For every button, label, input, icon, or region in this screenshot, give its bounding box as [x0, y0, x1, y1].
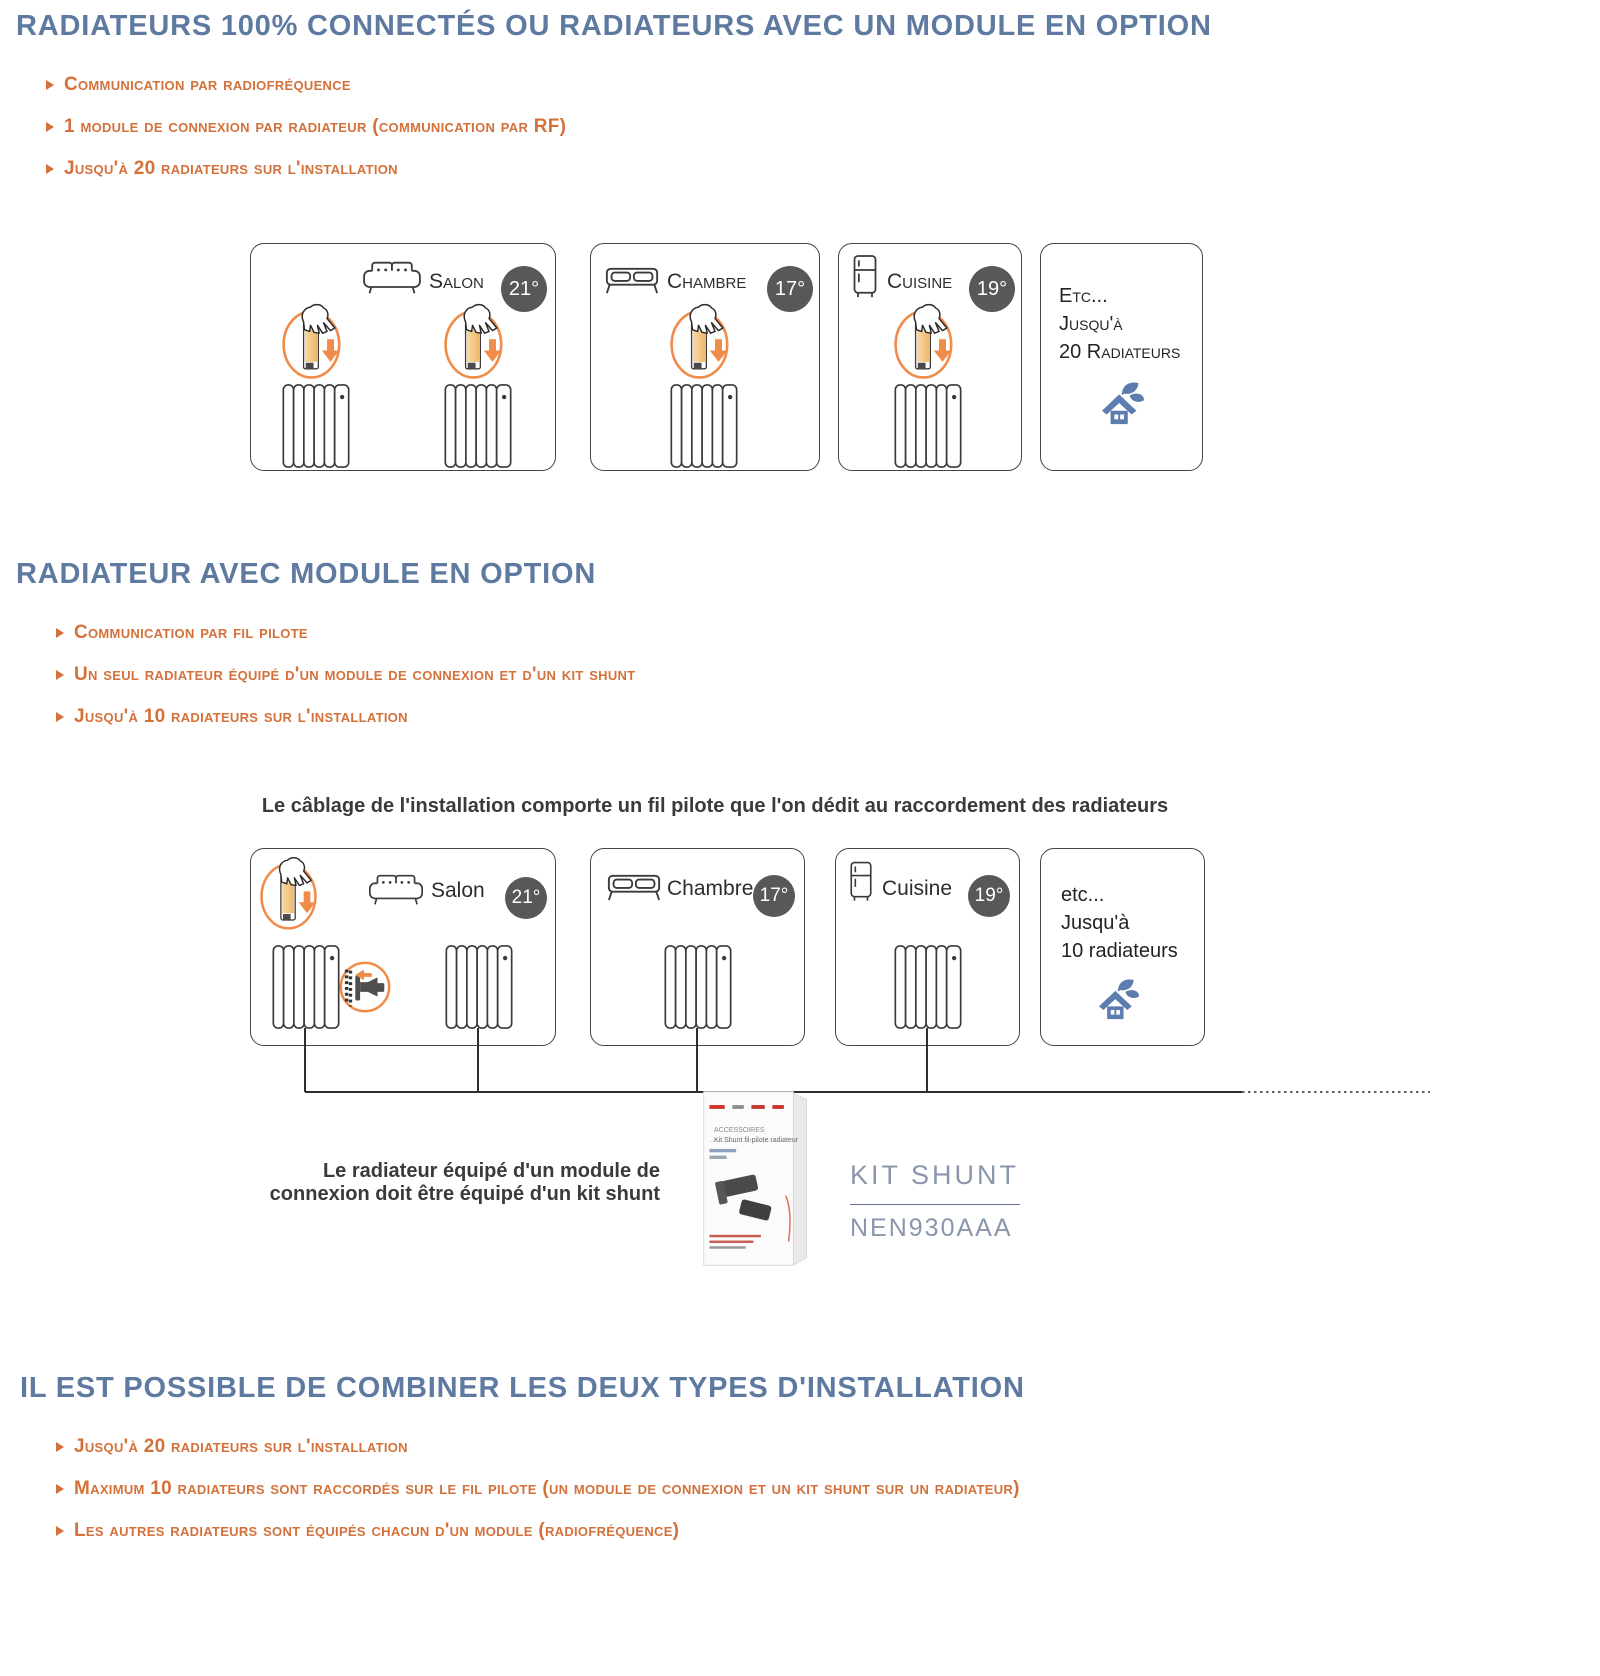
section-rf-bullets	[46, 74, 566, 200]
room-card-chambre-fp	[590, 848, 805, 1046]
etc-line: Etc...	[1059, 285, 1108, 307]
bullet-text: Les autres radiateurs sont équipés chacun d'un module (radiofréquence)	[74, 1519, 680, 1541]
bullet-item	[56, 1436, 1020, 1457]
bullet-item	[56, 706, 635, 727]
kit-shunt-caption: Le radiateur équipé d'un module de connexion doit être équipé d'un kit shunt	[269, 1160, 660, 1205]
etc-line: etc...	[1061, 884, 1105, 906]
temperature-badge: 17°	[753, 875, 795, 917]
bullet-triangle-icon	[56, 1484, 64, 1494]
room-label: Cuisine	[887, 270, 953, 293]
module-insert-icon	[281, 300, 347, 382]
fridge-icon	[848, 861, 874, 903]
module-insert-icon	[669, 300, 735, 382]
bullet-triangle-icon	[56, 628, 64, 638]
temperature-badge: 21°	[505, 877, 547, 919]
temperature-badge: 21°	[501, 266, 547, 312]
room-card-cuisine-rf	[838, 243, 1022, 471]
radiator-icon	[444, 945, 514, 1029]
bullet-text: Un seul radiateur équipé d'un module de connexion et d'un kit shunt	[74, 663, 636, 685]
radiator-icon	[663, 945, 733, 1029]
etc-line: Jusqu'à	[1061, 912, 1130, 934]
box-brand-line: ACCESSOIRES	[714, 1127, 765, 1134]
section-combo-title: IL EST POSSIBLE DE COMBINER LES DEUX TYPES D'INSTALLATION	[20, 1372, 1025, 1404]
kit-shunt-icon	[335, 959, 393, 1015]
module-insert-icon	[893, 300, 959, 382]
radiator-icon	[441, 384, 515, 468]
etc-line: 10 radiateurs	[1061, 940, 1178, 962]
bullet-triangle-icon	[56, 670, 64, 680]
bullet-triangle-icon	[56, 1442, 64, 1452]
bullet-text: Jusqu'à 20 radiateurs sur l'installation	[64, 157, 398, 179]
bullet-item	[56, 1520, 1020, 1541]
bullet-triangle-icon	[56, 1526, 64, 1536]
box-product-line: Kit Shunt fil-pilote radiateur	[714, 1137, 799, 1144]
fil-pilote-wiring	[280, 1028, 1440, 1098]
bullet-triangle-icon	[46, 122, 54, 132]
etc-text	[1059, 282, 1180, 366]
radiator-icon	[271, 945, 341, 1029]
fridge-icon	[851, 254, 879, 300]
radiator-icon	[891, 384, 965, 468]
bullet-triangle-icon	[56, 712, 64, 722]
section-fp-bullets	[56, 622, 635, 748]
section-fp-title: RADIATEUR AVEC MODULE EN OPTION	[16, 558, 597, 590]
radiator-icon	[667, 384, 741, 468]
radiator-icon	[893, 945, 963, 1029]
etc-line: 20 Radiateurs	[1059, 341, 1181, 363]
eco-house-icon	[1096, 979, 1142, 1021]
etc-line: Jusqu'à	[1059, 313, 1123, 335]
eco-house-icon	[1099, 382, 1147, 426]
room-label: Chambre	[667, 270, 747, 293]
module-insert-icon	[443, 300, 509, 382]
room-card-chambre-rf	[590, 243, 820, 471]
etc-card-rf	[1040, 243, 1203, 471]
temperature-badge: 19°	[969, 266, 1015, 312]
sofa-icon	[363, 260, 421, 296]
section-rf-title: RADIATEURS 100% CONNECTÉS OU RADIATEURS AVEC UN MODULE EN OPTION	[16, 10, 1212, 42]
room-card-cuisine-fp	[835, 848, 1020, 1046]
kit-shunt-name: KIT SHUNT	[850, 1160, 1020, 1190]
bullet-triangle-icon	[46, 80, 54, 90]
etc-card-fp	[1040, 848, 1205, 1046]
room-card-salon-fp	[250, 848, 556, 1046]
bullet-text: Communication par fil pilote	[74, 621, 308, 643]
room-label: Salon	[431, 879, 485, 902]
bed-icon	[605, 264, 659, 296]
temperature-badge: 19°	[968, 875, 1010, 917]
etc-text	[1061, 881, 1178, 965]
module-insert-icon	[259, 853, 323, 933]
bullet-item	[46, 158, 566, 179]
bullet-triangle-icon	[46, 164, 54, 174]
room-label: Cuisine	[882, 877, 953, 900]
bullet-item	[56, 1478, 1020, 1499]
bullet-text: Jusqu'à 10 radiateurs sur l'installation	[74, 705, 408, 727]
wiring-caption: Le câblage de l'installation comporte un fil pilote que l'on dédit au raccordement des radiateurs	[261, 795, 1169, 817]
bullet-text: 1 module de connexion par radiateur (communication par RF)	[64, 115, 567, 137]
room-label: Chambre	[667, 877, 754, 900]
room-card-salon-rf	[250, 243, 556, 471]
kit-shunt-product-image	[698, 1086, 822, 1272]
bullet-item	[46, 74, 566, 95]
kit-divider	[850, 1204, 1020, 1205]
bullet-text: Communication par radiofréquence	[64, 73, 351, 95]
bullet-item	[56, 622, 635, 643]
room-label: Salon	[429, 270, 484, 293]
kit-shunt-reference: NEN930AAA	[850, 1214, 1013, 1242]
bullet-text: Jusqu'à 20 radiateurs sur l'installation	[74, 1435, 408, 1457]
sofa-icon	[369, 873, 423, 907]
section-combo-bullets	[56, 1436, 1020, 1562]
temperature-badge: 17°	[767, 266, 813, 312]
bullet-item	[56, 664, 635, 685]
bed-icon	[607, 871, 661, 903]
bullet-text: Maximum 10 radiateurs sont raccordés sur le fil pilote (un module de connexion et un kit shunt sur un radiateur)	[74, 1477, 1020, 1499]
radiator-icon	[279, 384, 353, 468]
bullet-item	[46, 116, 566, 137]
